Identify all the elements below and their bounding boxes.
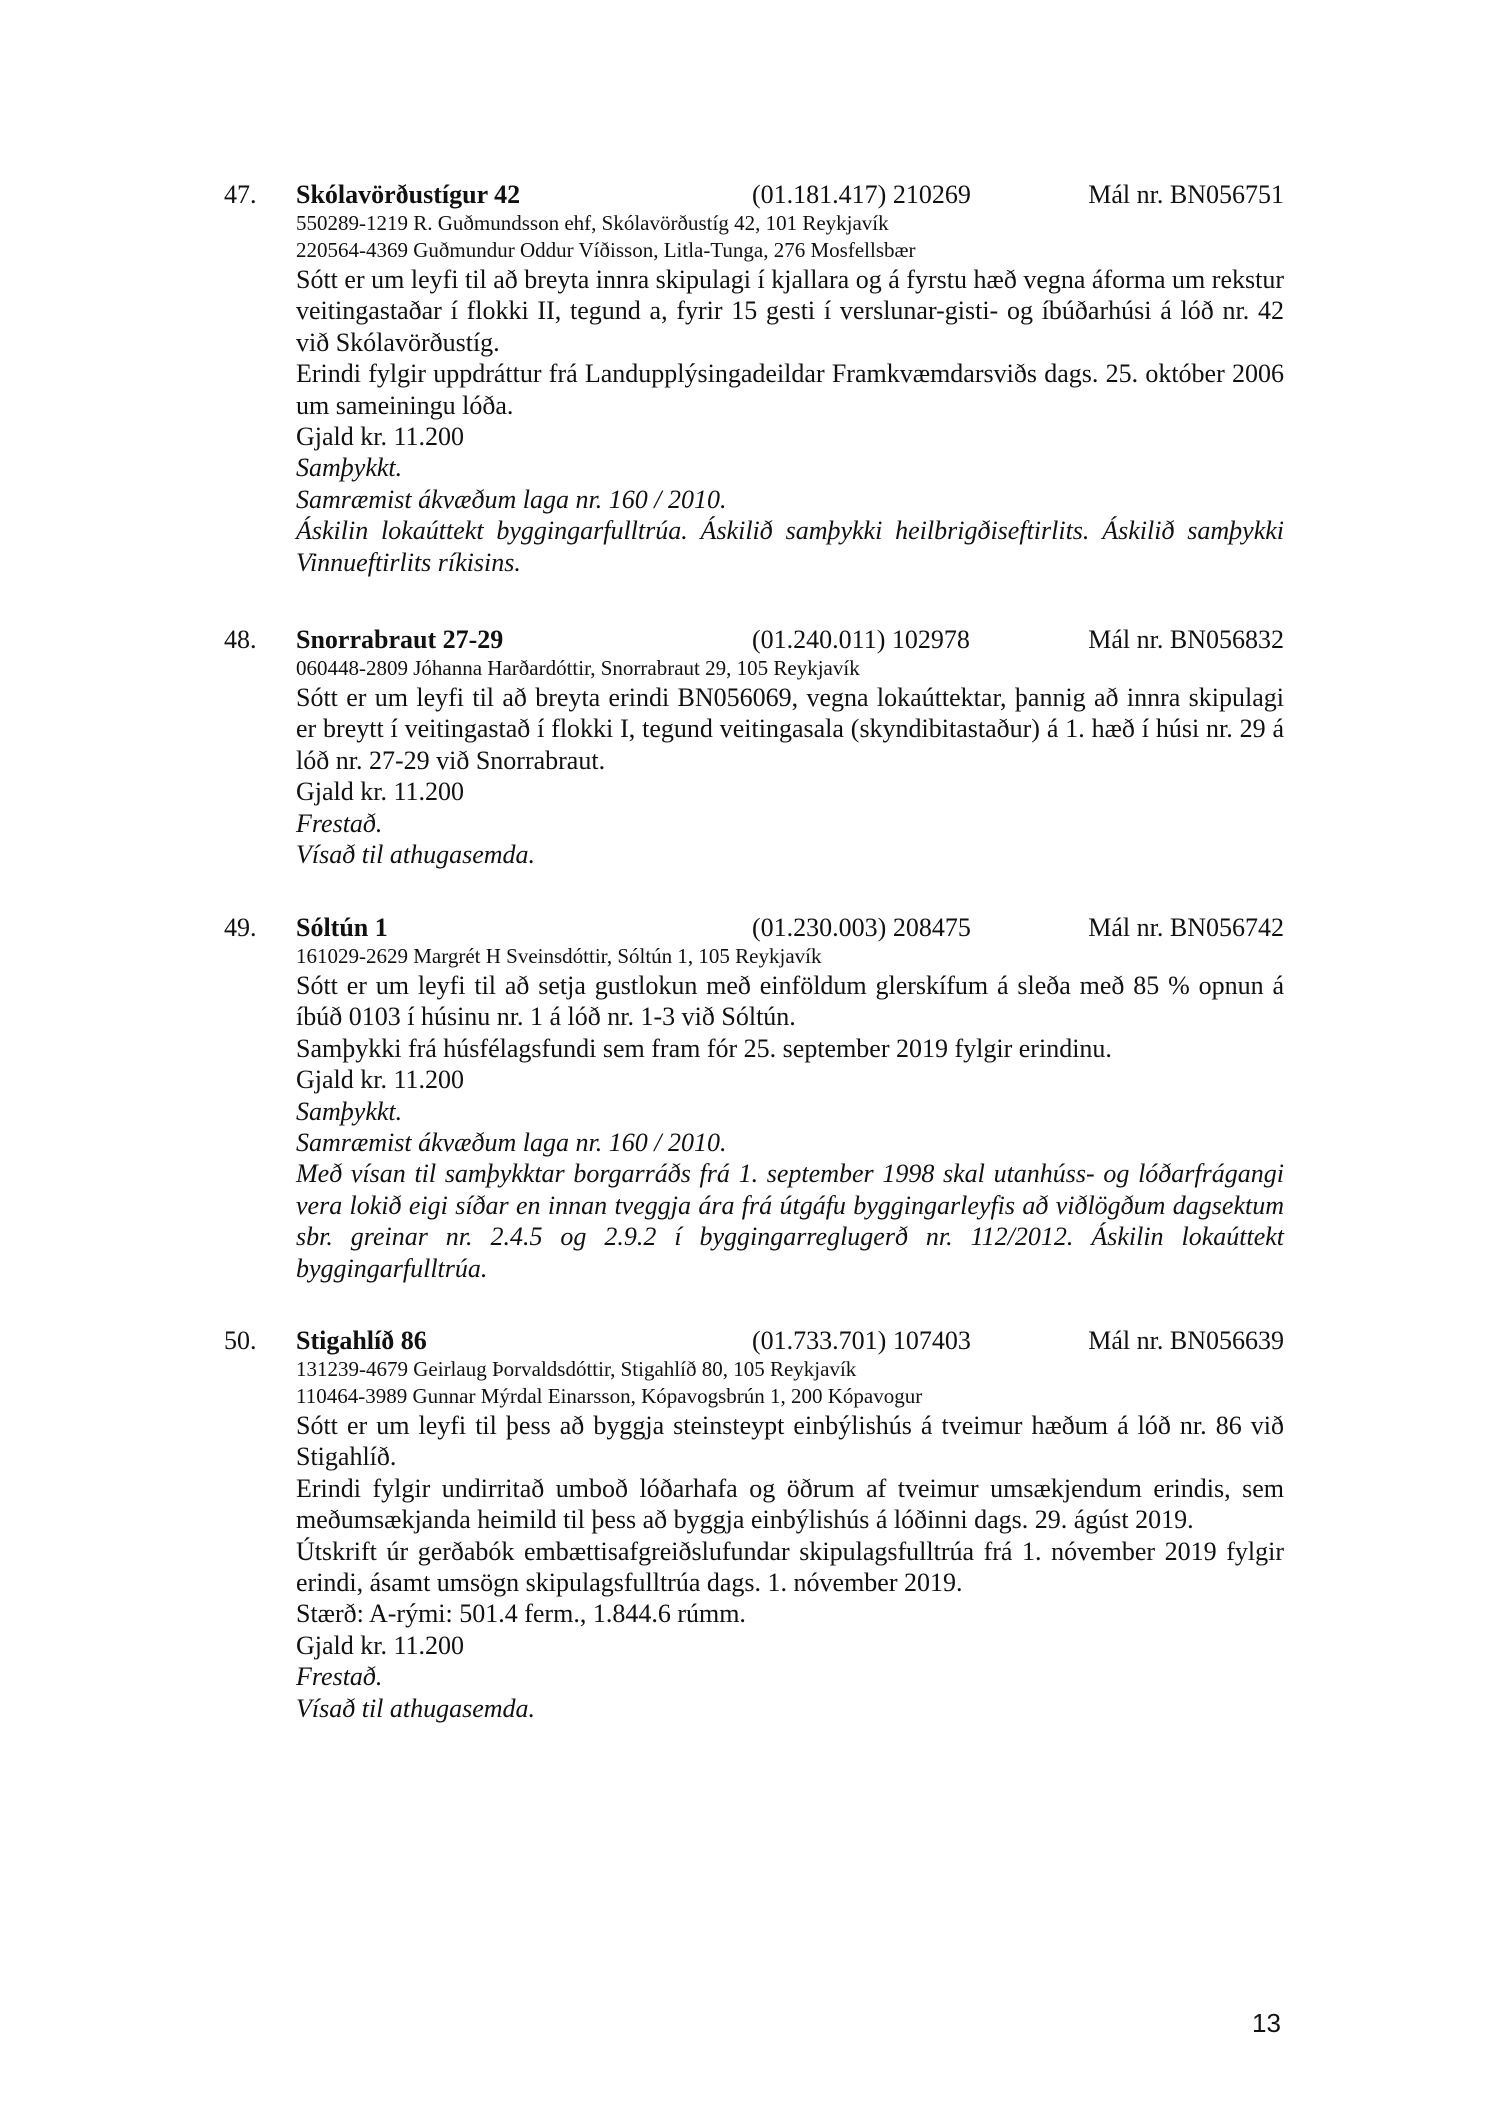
entry-body xyxy=(296,943,1284,1284)
size-info: Stærð: A-rými: 501.4 ferm., 1.844.6 rúmm. xyxy=(296,1599,746,1629)
fee: Gjald kr. 11.200 xyxy=(296,422,465,452)
entry-header xyxy=(224,1326,1284,1356)
fee: Gjald kr. 11.200 xyxy=(296,1065,465,1095)
entry-48 xyxy=(224,625,1284,870)
decision: Frestað. xyxy=(296,808,383,838)
applicant: 161029-2629 Margrét H Sveinsdóttir, Sóltún 1, 105 Reykjavík xyxy=(296,944,822,968)
description: Erindi fylgir uppdráttur frá Landupplýsingadeildar Framkvæmdarsviðs dags. 25. október 2006 um sameiningu lóða. xyxy=(296,359,1284,420)
decision: Samþykkt. xyxy=(296,453,403,483)
applicant: 131239-4679 Geirlaug Þorvaldsdóttir, Stigahlíð 80, 105 Reykjavík xyxy=(296,1357,857,1381)
note: Vísað til athugasemda. xyxy=(296,1693,536,1723)
note: Áskilin lokaúttekt byggingarfulltrúa. Áskilið samþykki heilbrigðiseftirlits. Áskilið samþykki Vinnueftirlits ríkisins. xyxy=(296,516,1284,577)
entry-47 xyxy=(224,180,1284,578)
entry-body xyxy=(296,210,1284,578)
entry-body xyxy=(296,1356,1284,1724)
entry-header xyxy=(224,180,1284,210)
entry-50 xyxy=(224,1326,1284,1724)
entry-case-number: Mál nr. BN056639 xyxy=(1088,1326,1284,1355)
page-number: 13 xyxy=(1252,2008,1281,2038)
description: Samþykki frá húsfélagsfundi sem fram fór 25. september 2019 fylgir erindinu. xyxy=(296,1033,1112,1063)
entry-49 xyxy=(224,913,1284,1284)
entry-lot-number: (01.240.011) 102978 xyxy=(752,625,970,654)
entry-address: Snorrabraut 27-29 xyxy=(296,625,504,654)
note: Samræmist ákvæðum laga nr. 160 / 2010. xyxy=(296,484,727,514)
entry-address: Stigahlíð 86 xyxy=(296,1326,427,1355)
entry-header xyxy=(224,625,1284,655)
description: Sótt er um leyfi til að breyta erindi BN056069, vegna lokaúttektar, þannig að innra skipulagi er breytt í veitingastað í flokki I, tegund veitingasala (skyndibitastaður) á 1. hæð í húsi nr. 29 á lóð nr. 27-29 við Snorrabraut. xyxy=(296,683,1284,775)
entry-case-number: Mál nr. BN056742 xyxy=(1088,913,1284,942)
applicant: 550289-1219 R. Guðmundsson ehf, Skólavörðustíg 42, 101 Reykjavík xyxy=(296,211,889,235)
fee: Gjald kr. 11.200 xyxy=(296,777,465,807)
entry-address: Skólavörðustígur 42 xyxy=(296,180,521,209)
note: Með vísan til samþykktar borgarráðs frá 1. september 1998 skal utanhúss- og lóðarfrágangi vera lokið eigi síðar en innan tveggja ára frá útgáfu byggingarleyfis að viðlögðum dagsektum sbr. greinar nr. 2.4.5 og 2.9.2 í byggingarreglugerð nr. 112/2012. Áskilin lokaúttekt byggingarfulltrúa. xyxy=(296,1159,1284,1283)
entry-case-number: Mál nr. BN056751 xyxy=(1088,180,1284,209)
applicant: 220564-4369 Guðmundur Oddur Víðisson, Litla-Tunga, 276 Mosfellsbær xyxy=(296,238,916,262)
entry-body xyxy=(296,655,1284,870)
entry-number: 47. xyxy=(224,180,257,209)
description: Sótt er um leyfi til að setja gustlokun með einföldum glerskífum á sleða með 85 % opnun á íbúð 0103 í húsinu nr. 1 á lóð nr. 1-3 við Sóltún. xyxy=(296,971,1284,1032)
decision: Frestað. xyxy=(296,1662,383,1692)
description: Sótt er um leyfi til að breyta innra skipulagi í kjallara og á fyrstu hæð vegna áforma um rekstur veitingastaðar í flokki II, tegund a, fyrir 15 gesti í verslunar-gisti- og íbúðarhúsi á lóð nr. 42 við Skólavörðustíg. xyxy=(296,265,1284,357)
description: Útskrift úr gerðabók embættisafgreiðslufundar skipulagsfulltrúa frá 1. nóvember 2019 fylgir erindi, ásamt umsögn skipulagsfulltrúa dags. 1. nóvember 2019. xyxy=(296,1536,1284,1598)
entry-number: 48. xyxy=(224,625,257,654)
entry-address: Sóltún 1 xyxy=(296,913,388,942)
note: Vísað til athugasemda. xyxy=(296,840,536,870)
entry-lot-number: (01.181.417) 210269 xyxy=(752,180,971,209)
note: Samræmist ákvæðum laga nr. 160 / 2010. xyxy=(296,1128,727,1158)
description: Sótt er um leyfi til þess að byggja steinsteypt einbýlishús á tveimur hæðum á lóð nr. 86 við Stigahlíð. xyxy=(296,1411,1284,1472)
entry-number: 50. xyxy=(224,1326,257,1355)
entry-lot-number: (01.230.003) 208475 xyxy=(752,913,971,942)
decision: Samþykkt. xyxy=(296,1096,403,1126)
fee: Gjald kr. 11.200 xyxy=(296,1630,465,1660)
entry-number: 49. xyxy=(224,913,257,942)
applicant: 110464-3989 Gunnar Mýrdal Einarsson, Kópavogsbrún 1, 200 Kópavogur xyxy=(296,1384,923,1408)
entry-header xyxy=(224,913,1284,943)
description: Erindi fylgir undirritað umboð lóðarhafa og öðrum af tveimur umsækjendum erindis, sem meðumsækjanda heimild til þess að byggja einbýlishús á lóðinni dags. 29. ágúst 2019. xyxy=(296,1473,1284,1535)
applicant: 060448-2809 Jóhanna Harðardóttir, Snorrabraut 29, 105 Reykjavík xyxy=(296,656,860,680)
entry-case-number: Mál nr. BN056832 xyxy=(1088,625,1284,654)
entry-lot-number: (01.733.701) 107403 xyxy=(752,1326,971,1355)
